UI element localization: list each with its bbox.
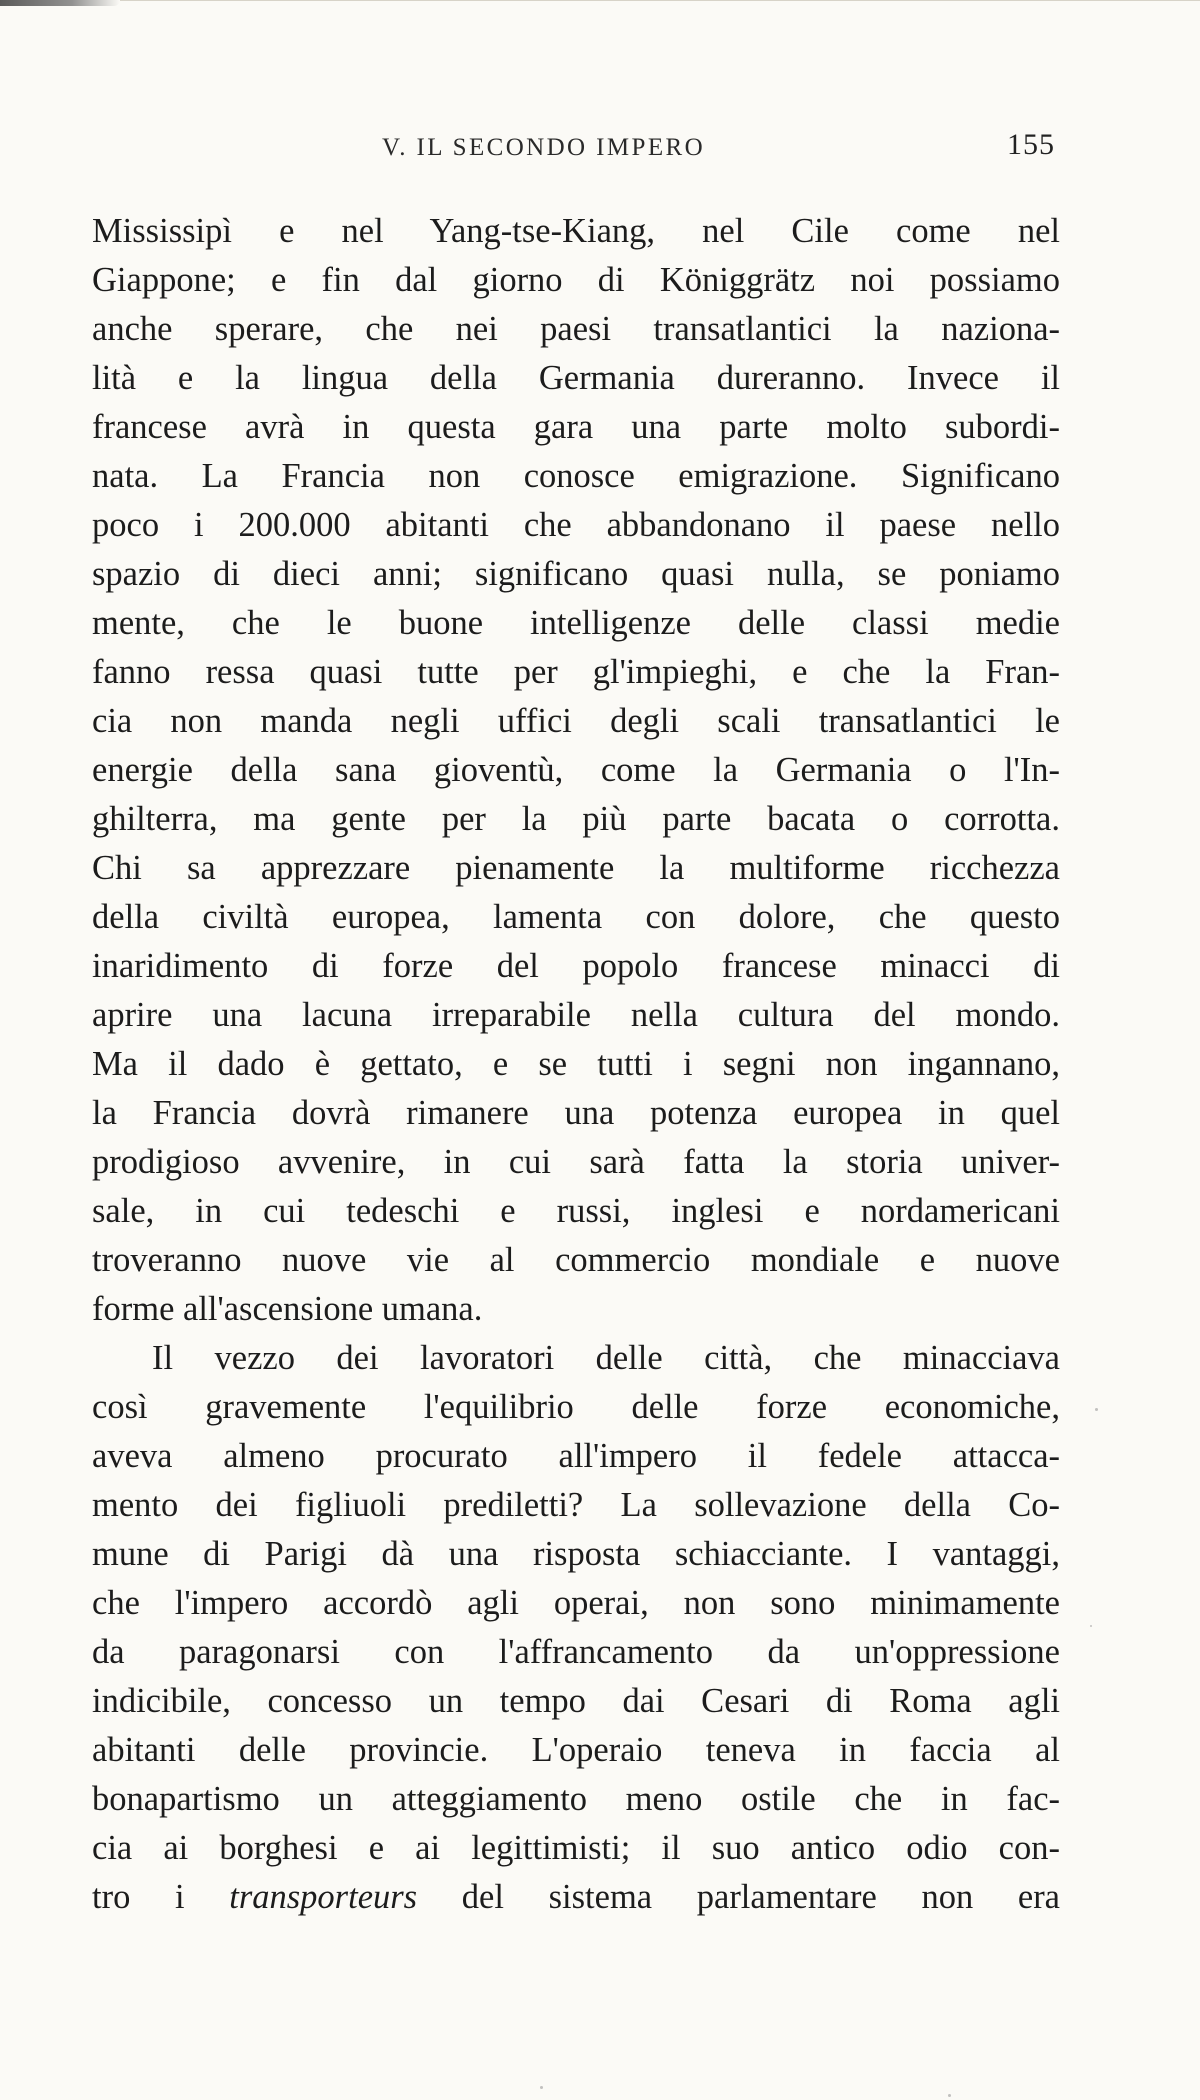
text-line: nata. La Francia non conosce emigrazione. Significano: [92, 457, 1060, 495]
page-header: [92, 128, 1060, 172]
paper-speck: [1095, 1408, 1098, 1411]
body-text: [92, 207, 1060, 1922]
text-line: la Francia dovrà rimanere una potenza europea in quel: [92, 1094, 1060, 1132]
paper-speck: [948, 2094, 951, 2097]
line-segment-after: del sistema parlamentare non era: [417, 1878, 1060, 1916]
text-line: che l'impero accordò agli operai, non sono minimamente: [92, 1584, 1060, 1622]
scan-edge-mark: [0, 0, 120, 6]
text-line: francese avrà in questa gara una parte molto subordi-: [92, 408, 1060, 446]
text-line: lità e la lingua della Germania dureranno. Invece il: [92, 359, 1060, 397]
text-line: energie della sana gioventù, come la Germania o l'In-: [92, 751, 1060, 789]
text-line: Mississipì e nel Yang-tse-Kiang, nel Cile come nel: [92, 212, 1060, 250]
text-line: della civiltà europea, lamenta con dolore, che questo: [92, 898, 1060, 936]
page-number: 155: [1007, 128, 1055, 161]
text-line: da paragonarsi con l'affrancamento da un'oppressione: [92, 1633, 1060, 1671]
text-line: forme all'ascensione umana.: [92, 1290, 483, 1328]
paragraph-2: [92, 1334, 1060, 1922]
text-line: ghilterra, ma gente per la più parte bacata o corrotta.: [92, 800, 1060, 838]
text-line: troveranno nuove vie al commercio mondiale e nuove: [92, 1241, 1060, 1279]
text-line: poco i 200.000 abitanti che abbandonano il paese nello: [92, 506, 1060, 544]
italic-term: transporteurs: [229, 1878, 418, 1916]
page-top-edge: [120, 0, 1200, 1]
text-line: mente, che le buone intelligenze delle classi medie: [92, 604, 1060, 642]
text-line-mixed: [92, 1873, 1060, 1922]
text-line: così gravemente l'equilibrio delle forze economiche,: [92, 1388, 1060, 1426]
text-line: Ma il dado è gettato, e se tutti i segni non ingannano,: [92, 1045, 1060, 1083]
text-line: indicibile, concesso un tempo dai Cesari di Roma agli: [92, 1682, 1060, 1720]
text-line: sale, in cui tedeschi e russi, inglesi e nordamericani: [92, 1192, 1060, 1230]
text-line: prodigioso avvenire, in cui sarà fatta la storia univer-: [92, 1143, 1060, 1181]
text-line: mune di Parigi dà una risposta schiacciante. I vantaggi,: [92, 1535, 1060, 1573]
text-line: fanno ressa quasi tutte per gl'impieghi, e che la Fran-: [92, 653, 1060, 691]
text-line: aveva almeno procurato all'impero il fedele attacca-: [92, 1437, 1060, 1475]
text-line: abitanti delle provincie. L'operaio teneva in faccia al: [92, 1731, 1060, 1769]
running-title: V. IL SECONDO IMPERO: [382, 134, 706, 161]
paragraph-1: [92, 207, 1060, 1334]
text-line: inaridimento di forze del popolo francese minacci di: [92, 947, 1060, 985]
text-line: Chi sa apprezzare pienamente la multiforme ricchezza: [92, 849, 1060, 887]
text-line: Giappone; e fin dal giorno di Königgrätz noi possiamo: [92, 261, 1060, 299]
text-line: cia ai borghesi e ai legittimisti; il suo antico odio con-: [92, 1829, 1060, 1867]
line-segment-before: tro i: [92, 1878, 230, 1916]
paper-speck: [540, 2086, 543, 2089]
text-line: bonapartismo un atteggiamento meno ostile che in fac-: [92, 1780, 1060, 1818]
text-line: spazio di dieci anni; significano quasi nulla, se poniamo: [92, 555, 1060, 593]
paper-speck: [1090, 1625, 1092, 1627]
text-line: cia non manda negli uffici degli scali transatlantici le: [92, 702, 1060, 740]
text-line: Il vezzo dei lavoratori delle città, che minacciava: [152, 1339, 1060, 1377]
text-line: aprire una lacuna irreparabile nella cultura del mondo.: [92, 996, 1060, 1034]
text-line: anche sperare, che nei paesi transatlantici la naziona-: [92, 310, 1060, 348]
text-line: mento dei figliuoli prediletti? La sollevazione della Co-: [92, 1486, 1060, 1524]
